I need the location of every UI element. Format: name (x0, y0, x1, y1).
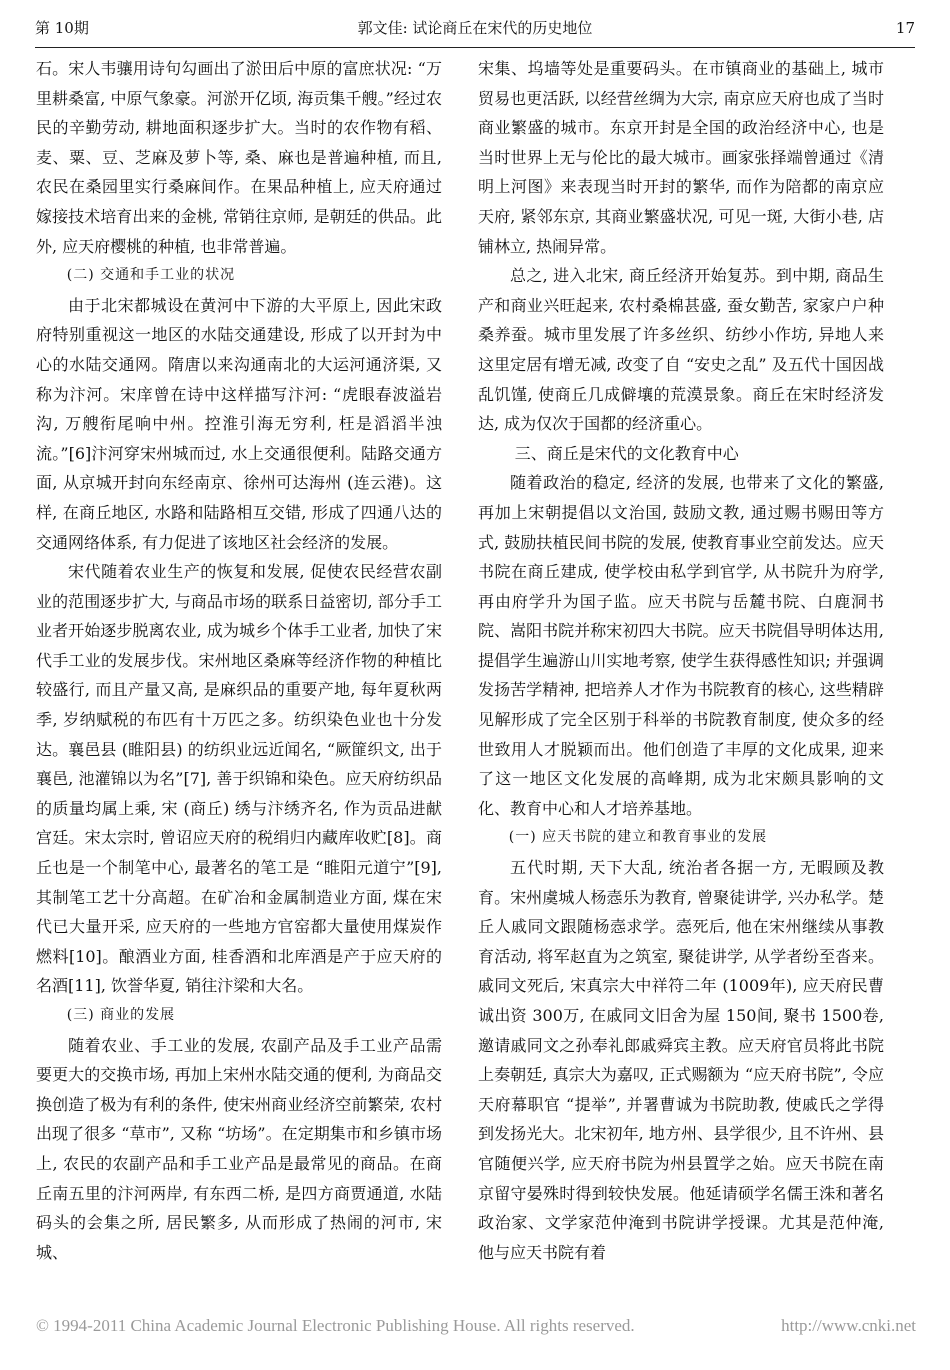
right-column (478, 54, 884, 1267)
subsection-heading: (二) 交通和手工业的状况 (66, 267, 236, 284)
paragraph: 宋集、坞墙等处是重要码头。在市镇商业的基础上, 城市贸易也更活跃, 以经营丝绸为大宗, 南京应天府也成了当时商业繁盛的城市。东京开封是全国的政治经济中心, 也是当时世界上无与伦比的最大城市。画家张择端曾通过《清明上河图》来表现当时开封的繁华, 而作为陪都的南京应天府, 紧邻东京, 其商业繁盛状况, 可见一斑, 大街小巷, 店铺林立, 热闹异常。 (478, 59, 884, 256)
paragraph: 随着政治的稳定, 经济的发展, 也带来了文化的繁盛, 再加上宋朝提倡以文治国, 鼓励文教, 通过赐书赐田等方式, 鼓励扶植民间书院的发展, 使教育事业空前发达。应天书院在商丘建成, 使学校由私学到官学, 从书院升为府学, 再由府学升为国子监。应天书院与岳麓书院、白鹿洞书院、嵩阳书院并称宋初四大书院。应天书院倡导明体达用, 提倡学生遍游山川实地考察, 使学生获得感性知识; 并强调发扬苦学精神, 把培养人才作为书院教育的核心, 这些精辟见解形成了完全区别于科举的书院教育制度, 使众多的经世致用人才脱颖而出。他们创造了丰厚的文化成果, 迎来了这一地区文化发展的高峰期, 成为北宋颇具影响的文化、教育中心和人才培养基地。 (478, 473, 884, 818)
paragraph: 总之, 进入北宋, 商丘经济开始复苏。到中期, 商品生产和商业兴旺起来, 农村桑棉甚盛, 蚕女勤苦, 家家户户种桑养蚕。城市里发展了许多丝织、纺纱小作坊, 异地人来这里定居有增无减, 改变了自 “安史之乱” 及五代十国因战乱饥馑, 使商丘几成僻壤的荒漠景象。商丘在宋时经济发达, 成为仅次于国都的经济重心。 (478, 266, 884, 434)
paragraph: 由于北宋都城设在黄河中下游的大平原上, 因此宋政府特别重视这一地区的水陆交通建设, 形成了以开封为中心的水陆交通网。隋唐以来沟通南北的大运河通济渠, 又称为汴河。宋庠曾在诗中这样描写汴河: “虎眼春波溢岩沟, 万艘衔尾响中州。控淮引海无穷利, 枉是滔滔半浊流。”[6]汴河穿宋州城而过, 水上交通很便利。陆路交通方面, 从京城开封向东经南京、徐州可达海州 (连云港)。这样, 在商丘地区, 水路和陆路相互交错, 形成了四通八达的交通网络体系, 有力促进了该地区社会经济的发展。 (36, 295, 442, 552)
subsection-heading: (三) 商业的发展 (66, 1007, 176, 1023)
running-title: 郭文佳: 试论商丘在宋代的历史地位 (357, 19, 593, 37)
paragraph: 石。宋人韦骧用诗句勾画出了淤田后中原的富庶状况: “万里耕桑富, 中原气象豪。河淤开亿顷, 海贡集千艘。”经过农民的辛勤劳动, 耕地面积逐步扩大。当时的农作物有稻、麦、粟、豆、芝麻及萝卜等, 桑、麻也是普遍种植, 而且, 农民在桑园里实行桑麻间作。在果品种植上, 应天府通过嫁接技术培育出来的金桃, 常销往京师, 是朝廷的供品。此外, 应天府樱桃的种植, 也非常普遍。 (36, 59, 442, 256)
paragraph: 宋代随着农业生产的恢复和发展, 促使农民经营农副业的范围逐步扩大, 与商品市场的联系日益密切, 部分手工业者开始逐步脱离农业, 成为城乡个体手工业者, 加快了宋代手工业的发展步伐。宋州地区桑麻等经济作物的种植比较盛行, 而且产量又高, 是麻织品的重要产地, 每年夏秋两季, 岁纳赋税的布匹有十万匹之多。纺织染色业也十分发达。襄邑县 (睢阳县) 的纺织业远近闻名, “厥篚织文, 出于襄邑, 池灌锦以为名”[7], 善于织锦和染色。应天府纺织品的质量均属上乘, 宋 (商丘) 绣与汴绣齐名, 作为贡品进献宫廷。宋太宗时, 曾诏应天府的税绢归内藏库收贮[8]。商丘也是一个制笔中心, 最著名的笔工是 “睢阳元道宁”[9], 其制笔工艺十分高超。在矿冶和金属制造业方面, 煤在宋代已大量开采, 应天府的一些地方官窑都大量使用煤炭作燃料[10]。酿酒业方面, 桂香酒和北库酒是产于应天府的名酒[11], 饮誉华夏, 销往汴梁和大名。 (36, 562, 442, 996)
section-heading: 三、商丘是宋代的文化教育中心 (514, 443, 739, 463)
running-header (35, 16, 915, 40)
copyright-footer (36, 1316, 916, 1336)
subsection-heading: (一) 应天书院的建立和教育事业的发展 (508, 829, 768, 846)
page-number: 17 (895, 19, 915, 37)
paragraph: 随着农业、手工业的发展, 农副产品及手工业产品需要更大的交换市场, 再加上宋州水陆交通的便利, 为商品交换创造了极为有利的条件, 使宋州商业经济空前繁荣, 农村出现了很多 “草市”, 又称 “坊场”。在定期集市和乡镇市场上, 农民的农副产品和手工业产品是最常见的商品。在商丘南五里的汴河两岸, 有东西二桥, 是四方商贾通道, 水陆码头的会集之所, 居民繁多, 从而形成了热闹的河市, 宋城、 (36, 1035, 442, 1262)
header-rule (35, 47, 915, 48)
left-column (36, 54, 442, 1267)
copyright-text: © 1994-2011 China Academic Journal Electronic Publishing House. All rights reserved. (36, 1316, 635, 1335)
paragraph: 五代时期, 天下大乱, 统治者各据一方, 无暇顾及教育。宋州虞城人杨悫乐为教育, 曾聚徒讲学, 兴办私学。楚丘人戚同文跟随杨悫求学。悫死后, 他在宋州继续从事教育活动, 将军赵直为之筑室, 聚徒讲学, 从学者纷至沓来。戚同文死后, 宋真宗大中祥符二年 (1009年), 应天府民曹诚出资 300万, 在戚同文旧舍为屋 150间, 聚书 1500卷, 邀请戚同文之孙奉礼郎戚舜宾主教。应天府官员将此书院上奏朝廷, 真宗大为嘉叹, 正式赐额为 “应天府书院”, 令应天府幕职官 “提举”, 并署曹诚为书院助教, 使戚氏之学得到发扬光大。北宋初年, 地方州、县学很少, 且不许州、县官随便兴学, 应天府书院为州县置学之始。应天书院在南京留守晏殊时得到较快发展。他延请硕学名儒王洙和著名政治家、文学家范仲淹到书院讲学授课。尤其是范仲淹, 他与应天书院有着 (478, 858, 884, 1262)
issue-label: 第 10期 (35, 19, 89, 37)
cnki-link[interactable]: http://www.cnki.net (781, 1316, 916, 1335)
